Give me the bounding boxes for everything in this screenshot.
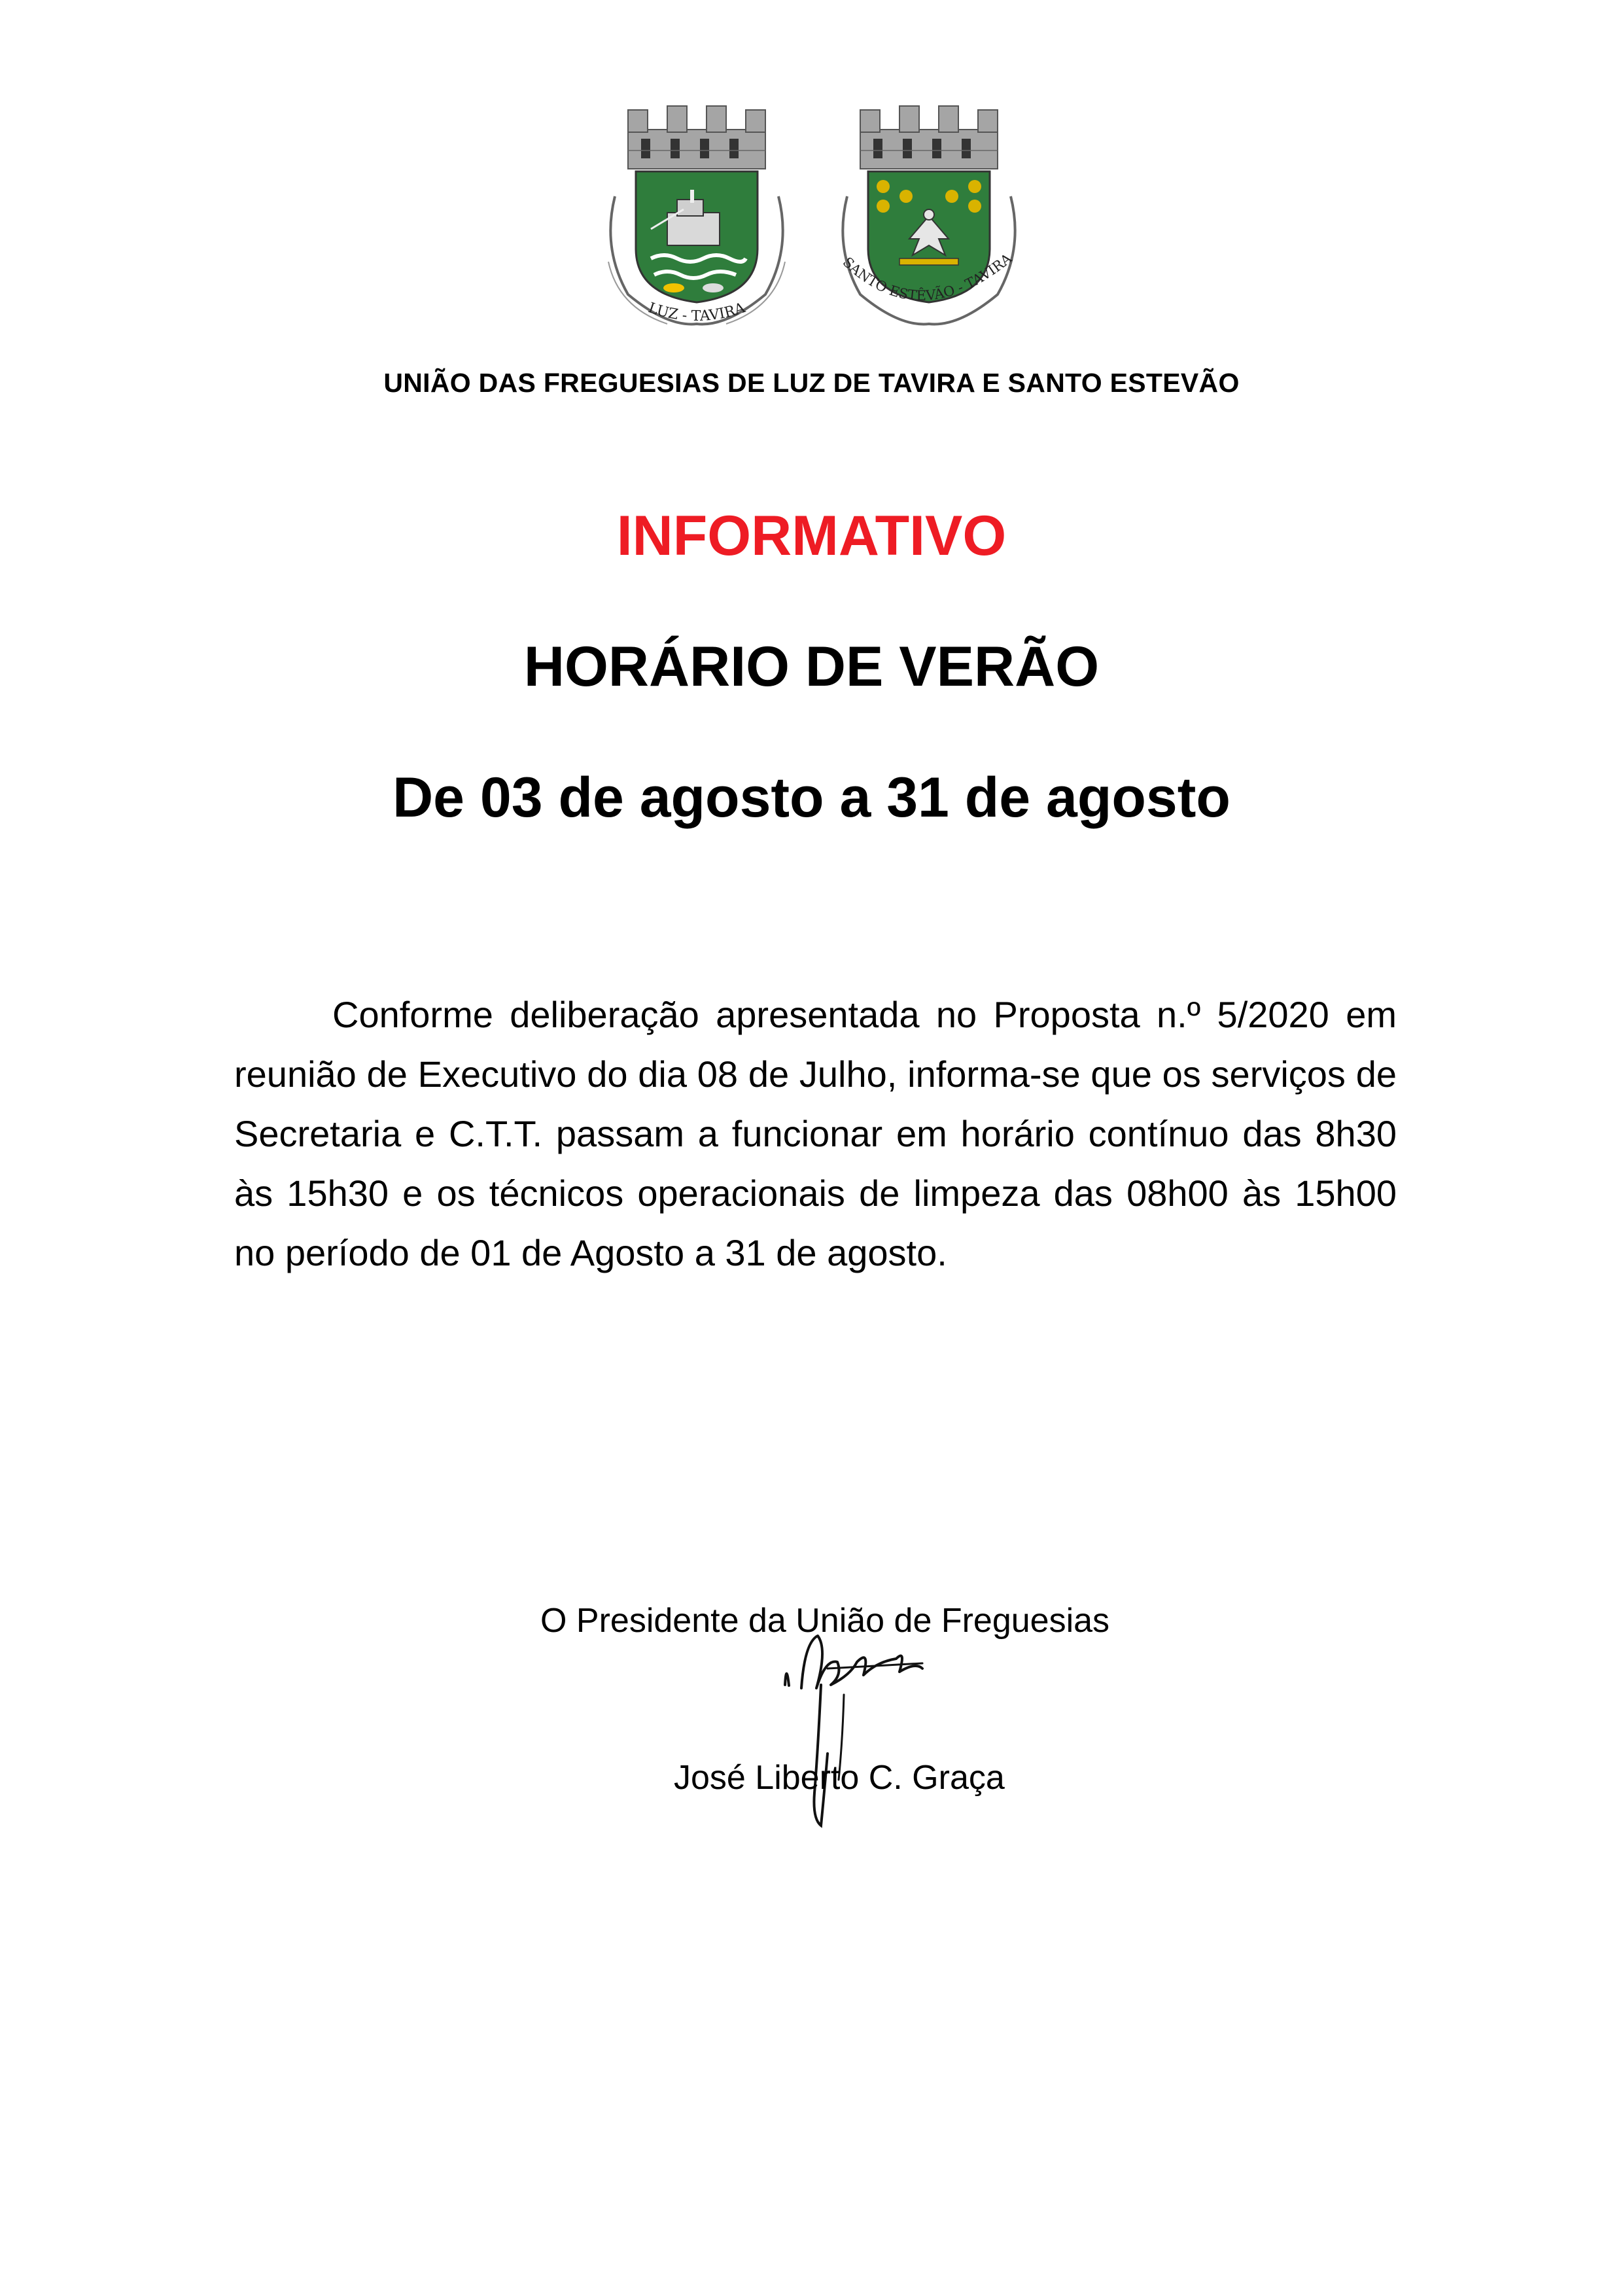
organization-title: UNIÃO DAS FREGUESIAS DE LUZ DE TAVIRA E SANTO ESTEVÃO	[383, 368, 1240, 398]
santo-estevao-crest	[821, 98, 1037, 334]
crest-left-motto: LUZ - TAVIRA	[646, 300, 748, 325]
crests-row	[0, 98, 1623, 334]
document-heading: HORÁRIO DE VERÃO	[523, 635, 1100, 698]
luz-tavira-crest	[589, 98, 805, 334]
handwritten-signature	[765, 1623, 962, 1839]
document-period: De 03 de agosto a 31 de agosto	[393, 766, 1230, 829]
signatory-role: O Presidente da União de Freguesias	[540, 1602, 1110, 1640]
body-paragraph: Conforme deliberação apresentada no Proposta n.º 5/2020 em reunião de Executivo do dia 08 de Julho, informa-se que os serviços de Secretaria e C.T.T. passam a funcionar em horário contínuo das 8h30 às 15h30 e os técnicos operacionais de limpeza das 08h00 às 15h00 no período de 01 de Agosto a 31 de agosto.	[234, 994, 1397, 1273]
document-type-title: INFORMATIVO	[616, 504, 1007, 567]
signatory-name: José Liberto C. Graça	[674, 1759, 1005, 1797]
crest-right-motto: SANTO ESTÊVÃO - TAVIRA	[839, 250, 1015, 304]
